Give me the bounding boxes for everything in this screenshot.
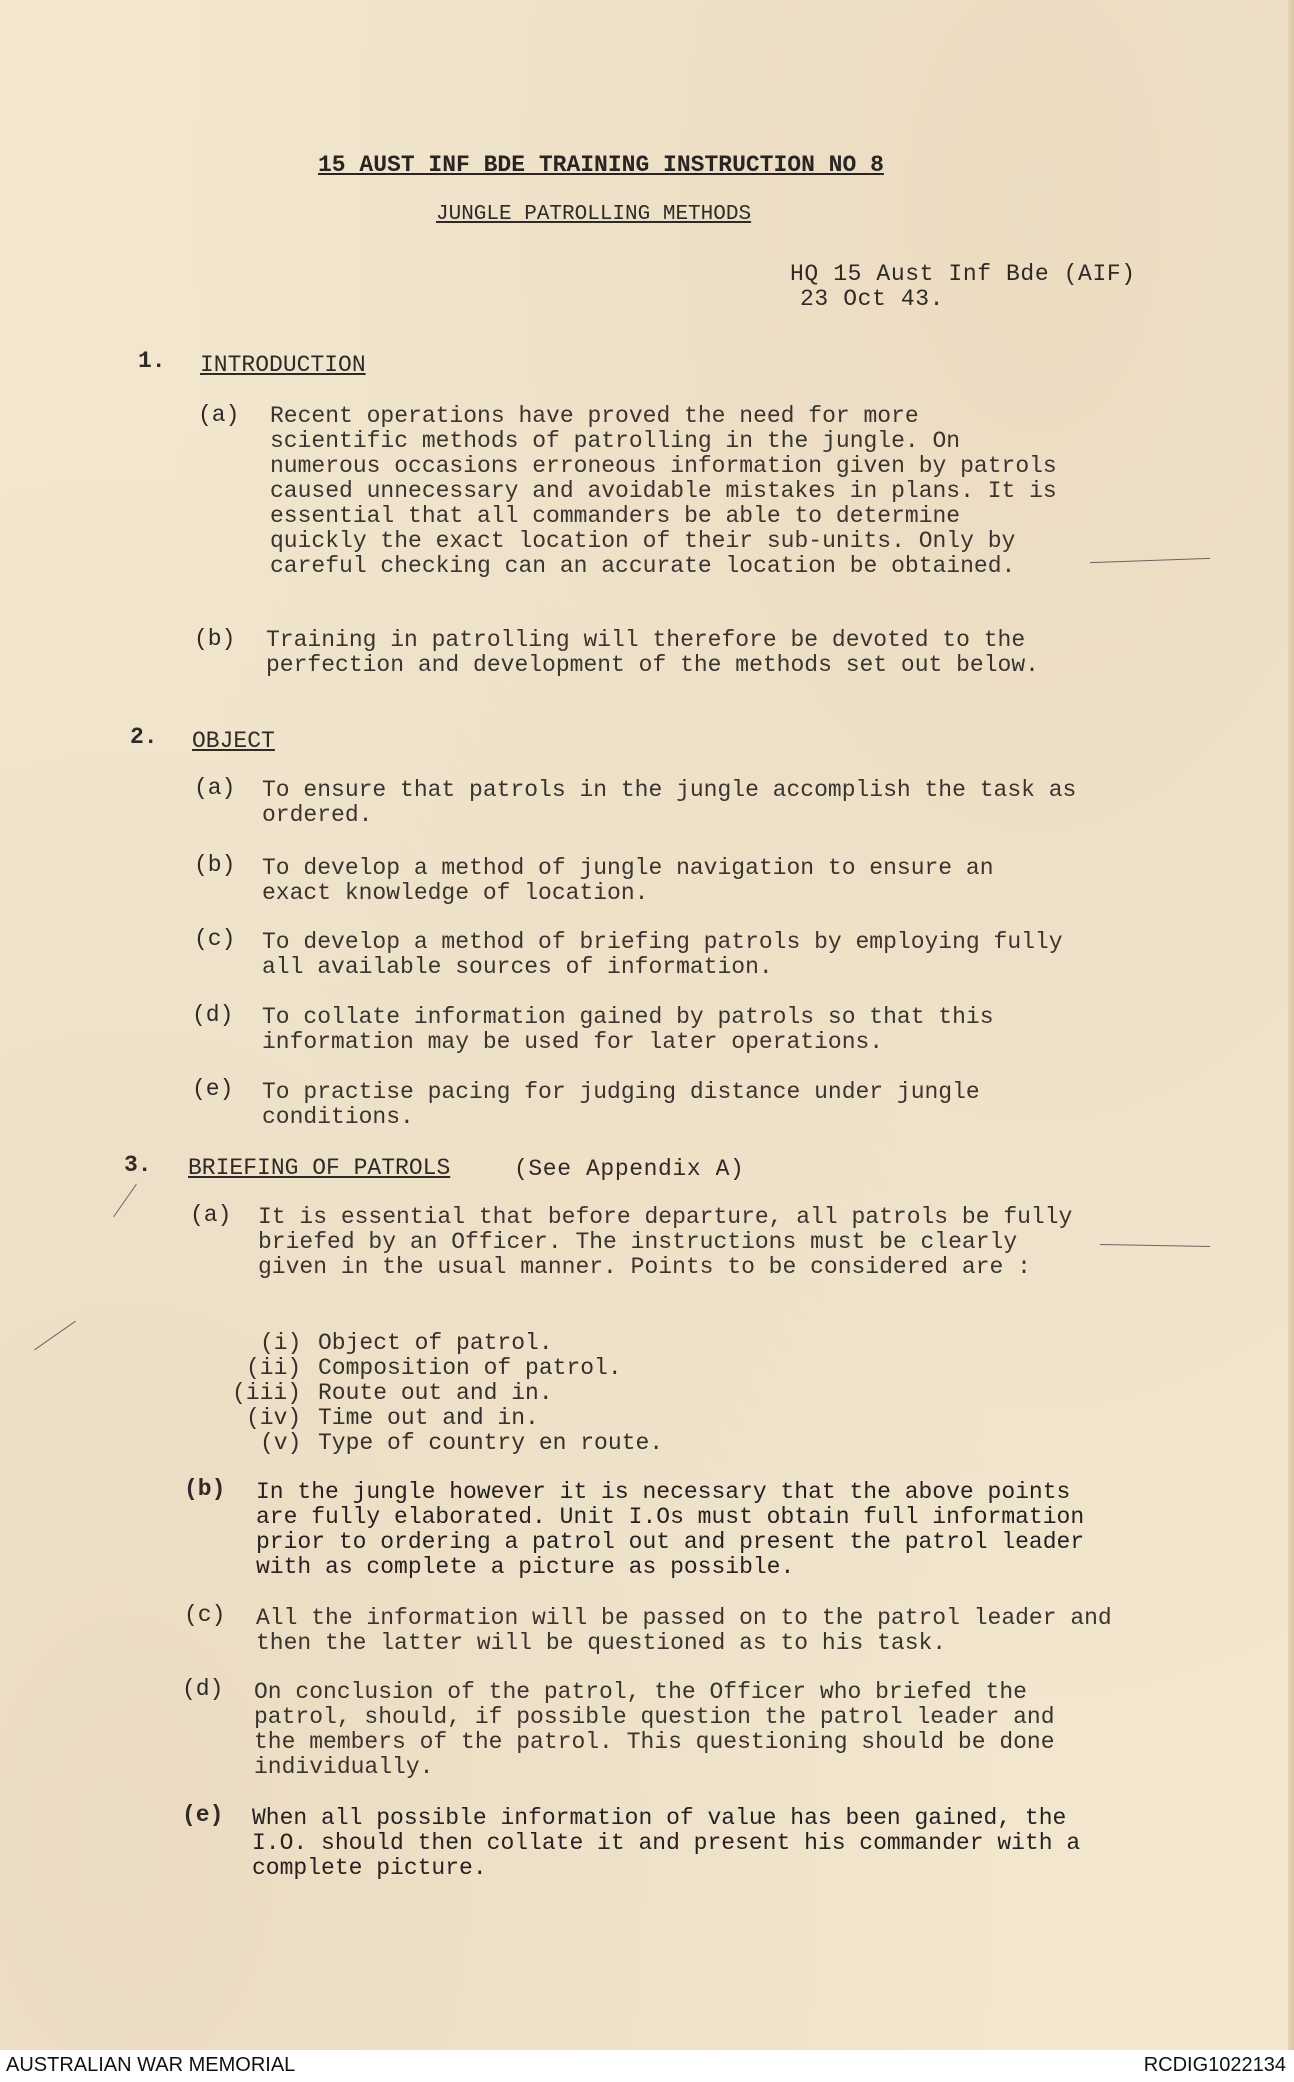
section-3a-item-v-label: (v) xyxy=(260,1430,302,1456)
section-3a-item-i-label: (i) xyxy=(260,1330,302,1356)
section-2e-text: To practise pacing for judging distance under jungle conditions. xyxy=(262,1079,980,1130)
section-2e-label: (e) xyxy=(192,1076,234,1102)
section-3a-item-iii-label: (iii) xyxy=(232,1380,302,1406)
section-2a-text: To ensure that patrols in the jungle accomplish the task as ordered. xyxy=(262,777,1077,828)
section-2a-label: (a) xyxy=(194,775,236,801)
section-3-heading: BRIEFING OF PATROLS xyxy=(188,1155,451,1181)
pencil-mark xyxy=(1090,558,1210,563)
section-3b-text: In the jungle however it is necessary that the above points are fully elaborated. Unit I.Os must obtain full information prior to ordering a patrol out and present the patrol leader with as complete a picture as possible. xyxy=(256,1479,1085,1580)
section-3a-item-iii-text: Route out and in. xyxy=(318,1380,553,1406)
section-2d-text: To collate information gained by patrols so that this information may be used for later operations. xyxy=(262,1004,994,1055)
section-3a-text: It is essential that before departure, all patrols be fully briefed by an Officer. The instructions must be clearly given in the usual manner. Points to be considered are : xyxy=(258,1204,1073,1280)
date-line: 23 Oct 43. xyxy=(800,286,945,312)
section-3a-item-v-text: Type of country en route. xyxy=(318,1430,664,1456)
section-1a-label: (a) xyxy=(198,402,240,428)
section-3c-text: All the information will be passed on to the patrol leader and then the latter will be questioned as to his task. xyxy=(256,1605,1112,1656)
section-2c-text: To develop a method of briefing patrols by employing fully all available sources of information. xyxy=(262,929,1063,980)
section-3-number: 3. xyxy=(124,1152,152,1178)
section-3d-label: (d) xyxy=(182,1676,224,1702)
section-3b-label: (b) xyxy=(184,1476,226,1502)
pencil-mark xyxy=(1100,1244,1210,1247)
section-1-number: 1. xyxy=(138,348,166,374)
section-3a-item-iv-label: (iv) xyxy=(246,1405,302,1431)
section-2c-label: (c) xyxy=(194,926,236,952)
section-3-heading-note: (See Appendix A) xyxy=(514,1156,745,1182)
pencil-mark xyxy=(113,1184,137,1217)
section-3a-item-ii-label: (ii) xyxy=(246,1355,302,1381)
section-1b-text: Training in patrolling will therefore be devoted to the perfection and development of the methods set out below. xyxy=(266,627,1039,678)
section-2b-label: (b) xyxy=(194,852,236,878)
section-3a-label: (a) xyxy=(190,1202,232,1228)
hq-line: HQ 15 Aust Inf Bde (AIF) xyxy=(790,261,1136,287)
document-title: 15 AUST INF BDE TRAINING INSTRUCTION NO 8 xyxy=(318,152,884,178)
section-3d-text: On conclusion of the patrol, the Officer who briefed the patrol, should, if possible question the patrol leader and the members of the patrol. This questioning should be done individually. xyxy=(254,1679,1055,1780)
pencil-mark xyxy=(34,1321,76,1350)
section-1b-label: (b) xyxy=(194,626,236,652)
section-2-heading: OBJECT xyxy=(192,728,275,754)
footer-right: RCDIG1022134 xyxy=(1143,2054,1286,2076)
section-3e-label: (e) xyxy=(182,1802,224,1828)
section-3a-item-iv-text: Time out and in. xyxy=(318,1405,539,1431)
section-2-number: 2. xyxy=(130,724,158,750)
section-3e-text: When all possible information of value has been gained, the I.O. should then collate it and present his commander with a complete picture. xyxy=(252,1805,1081,1881)
document-subtitle: JUNGLE PATROLLING METHODS xyxy=(436,203,752,226)
section-2b-text: To develop a method of jungle navigation to ensure an exact knowledge of location. xyxy=(262,855,994,906)
footer-left: AUSTRALIAN WAR MEMORIAL xyxy=(6,2054,296,2076)
section-1-heading: INTRODUCTION xyxy=(200,352,366,378)
section-3c-label: (c) xyxy=(184,1602,226,1628)
section-3a-item-i-text: Object of patrol. xyxy=(318,1330,553,1356)
section-2d-label: (d) xyxy=(192,1002,234,1028)
section-3a-item-ii-text: Composition of patrol. xyxy=(318,1355,622,1381)
section-1a-text: Recent operations have proved the need for more scientific methods of patrolling in the jungle. On numerous occasions erroneous information given by patrols caused unnecessary and avoidable mistakes in plans. It is essential that all commanders be able to determine quickly the exact location of their sub-units. Only by careful checking can an accurate location be obtained. xyxy=(270,403,1057,579)
